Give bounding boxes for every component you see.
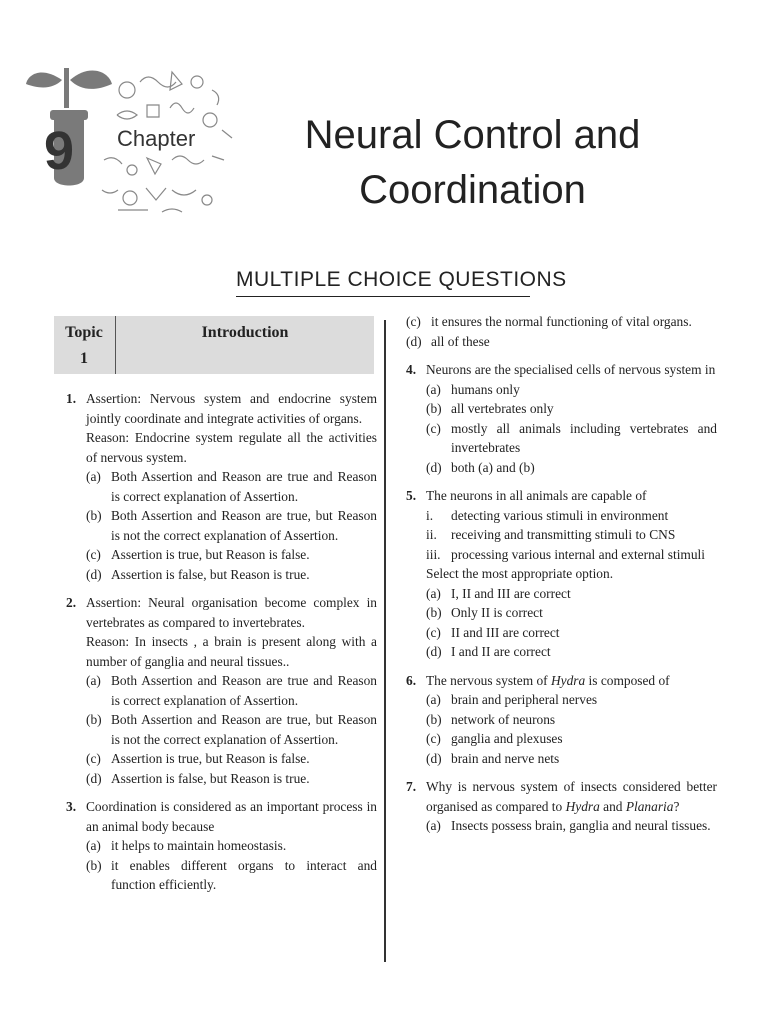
chapter-title — [270, 108, 675, 218]
statement-i — [426, 506, 717, 526]
option-a — [426, 584, 717, 604]
question-stem — [426, 777, 717, 816]
reason-text: Reason: In insects , a brain is present along with a number of ganglia and neural tissues.. — [86, 634, 377, 669]
chapter-number: 9 — [44, 121, 73, 181]
option-a — [426, 816, 717, 836]
option-label: (a) — [86, 673, 101, 688]
option-d — [426, 642, 717, 662]
option-label: (a) — [426, 692, 441, 707]
option-label: (c) — [86, 547, 101, 562]
question-2 — [66, 593, 377, 788]
option-d — [426, 749, 717, 769]
question-instruction: Select the most appropriate option. — [426, 566, 614, 581]
option-label: (b) — [426, 711, 442, 727]
statement-iii — [426, 545, 717, 565]
option-text: Insects possess brain, ganglia and neural tissues. — [451, 818, 711, 833]
question-stem: Coordination is considered as an important process in an animal body because — [86, 799, 377, 834]
option-label: (b) — [86, 712, 102, 727]
question-7 — [406, 777, 717, 836]
question-5 — [406, 486, 717, 662]
option-text: all vertebrates only — [451, 401, 554, 416]
option-label: (a) — [86, 838, 101, 853]
option-label: (a) — [426, 818, 441, 833]
option-b — [426, 603, 717, 623]
option-text: Assertion is true, but Reason is false. — [111, 547, 310, 562]
question-number: 4. — [406, 362, 417, 377]
option-a — [426, 690, 717, 710]
topic-label-word: Topic — [65, 324, 103, 341]
option-c — [426, 623, 717, 643]
statement-label: i. — [426, 507, 434, 523]
option-text: network of neurons — [451, 711, 556, 727]
section-heading-underline — [236, 296, 530, 297]
option-label: (c) — [406, 314, 421, 329]
option-text: Assertion is true, but Reason is false. — [111, 751, 310, 766]
option-label: (b) — [86, 508, 102, 523]
option-b — [86, 710, 377, 749]
option-label: (a) — [426, 585, 441, 601]
option-b — [426, 710, 717, 730]
question-3-continued — [406, 312, 717, 351]
option-text: it helps to maintain homeostasis. — [111, 838, 287, 853]
option-label: (c) — [426, 731, 441, 746]
option-text: humans only — [451, 381, 520, 397]
question-number: 6. — [406, 672, 417, 688]
option-text: both (a) and (b) — [451, 459, 535, 475]
assertion-text: Assertion: Neural organisation become complex in vertebrates as compared to invertebrates. — [86, 595, 377, 630]
option-c — [406, 312, 717, 332]
option-text: all of these — [431, 333, 490, 349]
stem-part: The nervous system of — [426, 672, 551, 688]
reason-text: Reason: Endocrine system regulate all the activities of nervous system. — [86, 430, 377, 465]
option-text: mostly all animals including vertebrates and invertebrates — [451, 420, 717, 455]
option-label: (a) — [86, 469, 101, 484]
right-column — [406, 312, 717, 845]
column-divider — [384, 320, 386, 962]
stem-italic: Hydra — [565, 798, 600, 814]
question-stem — [426, 671, 717, 691]
option-label: (c) — [86, 751, 101, 766]
option-d — [86, 565, 377, 585]
stem-part: is composed of — [585, 672, 670, 688]
question-4 — [406, 360, 717, 477]
stem-italic: Planaria — [625, 798, 674, 814]
chapter-label: Chapter — [117, 126, 196, 151]
option-c — [86, 545, 377, 565]
question-6 — [406, 671, 717, 769]
option-text: Both Assertion and Reason are true, but Reason is not the correct explanation of Assertion. — [111, 712, 377, 747]
statement-label: ii. — [426, 527, 437, 542]
question-number: 7. — [406, 779, 417, 794]
question-number: 2. — [66, 595, 77, 610]
option-d — [406, 332, 717, 352]
chapter-title-line-2: Coordination — [359, 168, 586, 212]
question-number: 3. — [66, 799, 77, 814]
option-label: (d) — [426, 750, 442, 766]
option-d — [86, 769, 377, 789]
option-b — [86, 506, 377, 545]
chapter-title-line-1: Neural Control and — [304, 113, 641, 157]
statement-ii — [426, 525, 717, 545]
option-text: Assertion is false, but Reason is true. — [111, 770, 310, 786]
section-heading: MULTIPLE CHOICE QUESTIONS — [236, 268, 567, 291]
option-text: brain and nerve nets — [451, 750, 560, 766]
topic-box — [54, 316, 374, 374]
option-text: Both Assertion and Reason are true and Reason is correct explanation of Assertion. — [111, 673, 377, 708]
statement-text: detecting various stimuli in environment — [451, 507, 669, 523]
assertion-text: Assertion: Nervous system and endocrine system jointly coordinate and integrate activities of organs. — [86, 391, 377, 426]
statement-label: iii. — [426, 546, 441, 562]
question-stem: The neurons in all animals are capable of — [426, 488, 647, 503]
option-a — [86, 836, 377, 856]
option-d — [426, 458, 717, 478]
topic-label — [54, 320, 114, 372]
option-text: it ensures the normal functioning of vital organs. — [431, 314, 692, 329]
option-c — [86, 749, 377, 769]
option-label: (d) — [406, 333, 422, 349]
option-text: Assertion is false, but Reason is true. — [111, 566, 310, 582]
option-a — [86, 467, 377, 506]
option-label: (d) — [426, 459, 442, 475]
question-3 — [66, 797, 377, 895]
question-number: 1. — [66, 391, 77, 406]
option-c — [426, 729, 717, 749]
left-column — [66, 389, 377, 904]
question-number: 5. — [406, 488, 417, 503]
topic-number: 1 — [80, 350, 88, 367]
option-text: it enables different organs to interact and function efficiently. — [111, 857, 377, 892]
option-label: (b) — [86, 857, 102, 873]
stem-part: ? — [673, 798, 680, 814]
option-text: II and III are correct — [451, 624, 560, 640]
question-stem: Neurons are the specialised cells of nervous system in — [426, 362, 716, 377]
option-text: Both Assertion and Reason are true and Reason is correct explanation of Assertion. — [111, 469, 377, 504]
option-b — [86, 856, 377, 895]
statement-text: processing various internal and external stimuli — [451, 546, 705, 562]
option-text: Both Assertion and Reason are true, but Reason is not the correct explanation of Assertion. — [111, 508, 377, 543]
stem-italic: Hydra — [550, 672, 586, 688]
option-label: (b) — [426, 401, 442, 416]
option-c — [426, 419, 717, 458]
option-label: (c) — [426, 624, 441, 640]
option-label: (b) — [426, 605, 442, 620]
option-label: (d) — [86, 566, 102, 582]
option-label: (d) — [86, 770, 102, 786]
option-text: I and II are correct — [451, 644, 551, 659]
option-label: (c) — [426, 420, 441, 436]
stem-part: and — [599, 798, 626, 814]
question-1 — [66, 389, 377, 584]
topic-name: Introduction — [201, 324, 289, 341]
option-b — [426, 399, 717, 419]
option-text: ganglia and plexuses — [451, 731, 563, 746]
stem-part: Why is nervous system of insects considered better organised as compared to — [426, 779, 717, 814]
statement-text: receiving and transmitting stimuli to CNS — [451, 527, 676, 542]
option-text: I, II and III are correct — [451, 585, 571, 601]
option-label: (d) — [426, 644, 442, 659]
option-text: Only II is correct — [451, 605, 543, 620]
option-text: brain and peripheral nerves — [451, 692, 598, 707]
option-a — [86, 671, 377, 710]
option-a — [426, 380, 717, 400]
option-label: (a) — [426, 381, 441, 397]
